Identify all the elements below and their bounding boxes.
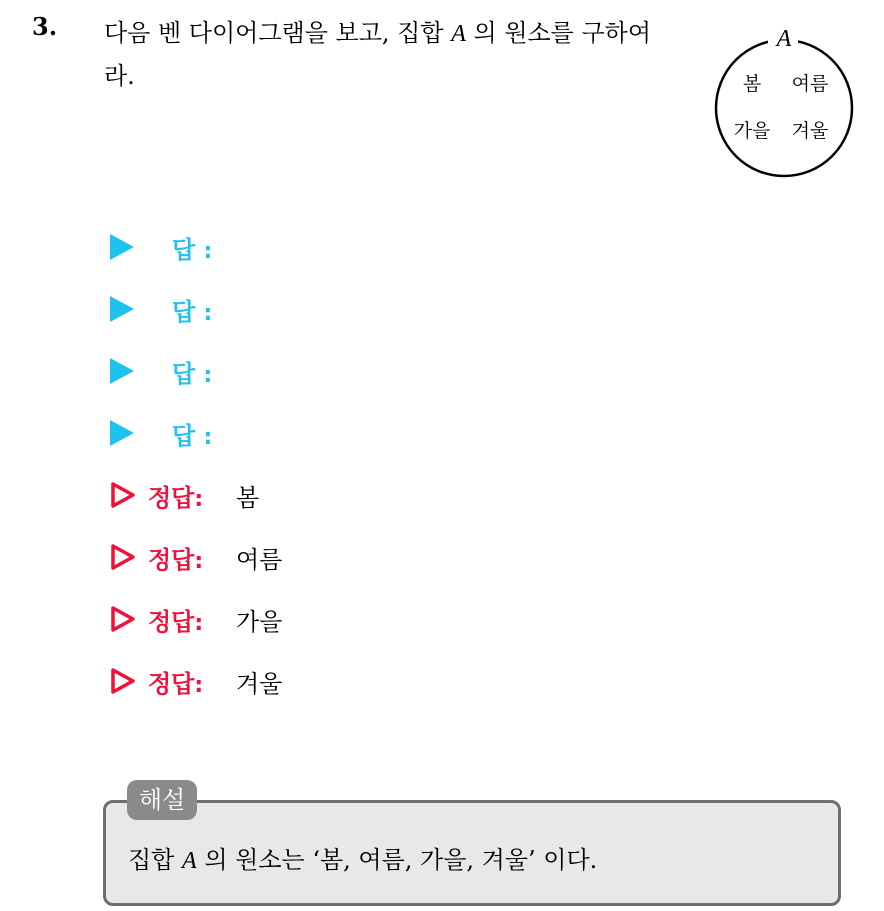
play-icon: [110, 234, 134, 260]
answer-row: [110, 402, 610, 464]
correct-answer-value: 여름: [236, 545, 283, 574]
outline-triangle-icon: [110, 667, 136, 695]
correct-answer-label: 정답:: [148, 483, 204, 512]
answer-label: 답 :: [172, 421, 213, 450]
venn-element: 봄: [742, 73, 762, 95]
question-number: 3.: [32, 12, 58, 41]
venn-circle: [716, 40, 852, 176]
correct-answer-value: 겨울: [236, 669, 283, 698]
question-text-start: 다음 벤 다이어그램을 보고, 집합: [104, 19, 444, 47]
explanation-badge: 해설: [127, 780, 197, 820]
venn-element: 여름: [791, 73, 829, 95]
answer-row: [110, 340, 610, 402]
outline-triangle-icon: [110, 605, 136, 633]
answer-row: [110, 278, 610, 340]
answer-list: [110, 216, 610, 712]
question-line-1: [104, 12, 704, 55]
correct-answer-label: 정답:: [148, 545, 204, 574]
answer-label: 답 :: [172, 235, 213, 264]
correct-answer-value: 가을: [236, 607, 283, 636]
question-text-end: 의 원소를 구하여: [473, 19, 652, 47]
outline-triangle-icon: [110, 543, 136, 571]
set-variable: A: [451, 21, 466, 47]
correct-answer-row: [110, 526, 610, 588]
outline-triangle-icon: [110, 481, 136, 509]
correct-answer-row: [110, 464, 610, 526]
correct-answer-label: 정답:: [148, 607, 204, 636]
set-variable: A: [182, 848, 197, 874]
explanation-text: [128, 840, 597, 875]
answer-label: 답 :: [172, 297, 213, 326]
venn-diagram: [710, 20, 860, 180]
answer-label: 답 :: [172, 359, 213, 388]
question-text: [104, 12, 704, 97]
correct-answer-label: 정답:: [148, 669, 204, 698]
correct-answer-row: [110, 650, 610, 712]
explanation-suffix: 의 원소는 ‘봄, 여름, 가을, 겨울’ 이다.: [204, 846, 598, 874]
venn-element: 겨울: [791, 120, 829, 142]
play-icon: [110, 358, 134, 384]
play-icon: [110, 296, 134, 322]
venn-element: 가을: [733, 120, 771, 142]
play-icon: [110, 420, 134, 446]
correct-answer-value: 봄: [236, 483, 260, 512]
explanation-prefix: 집합: [128, 846, 175, 874]
venn-label: A: [776, 26, 792, 52]
answer-row: [110, 216, 610, 278]
correct-answer-row: [110, 588, 610, 650]
question-line-2: 라.: [104, 62, 135, 90]
